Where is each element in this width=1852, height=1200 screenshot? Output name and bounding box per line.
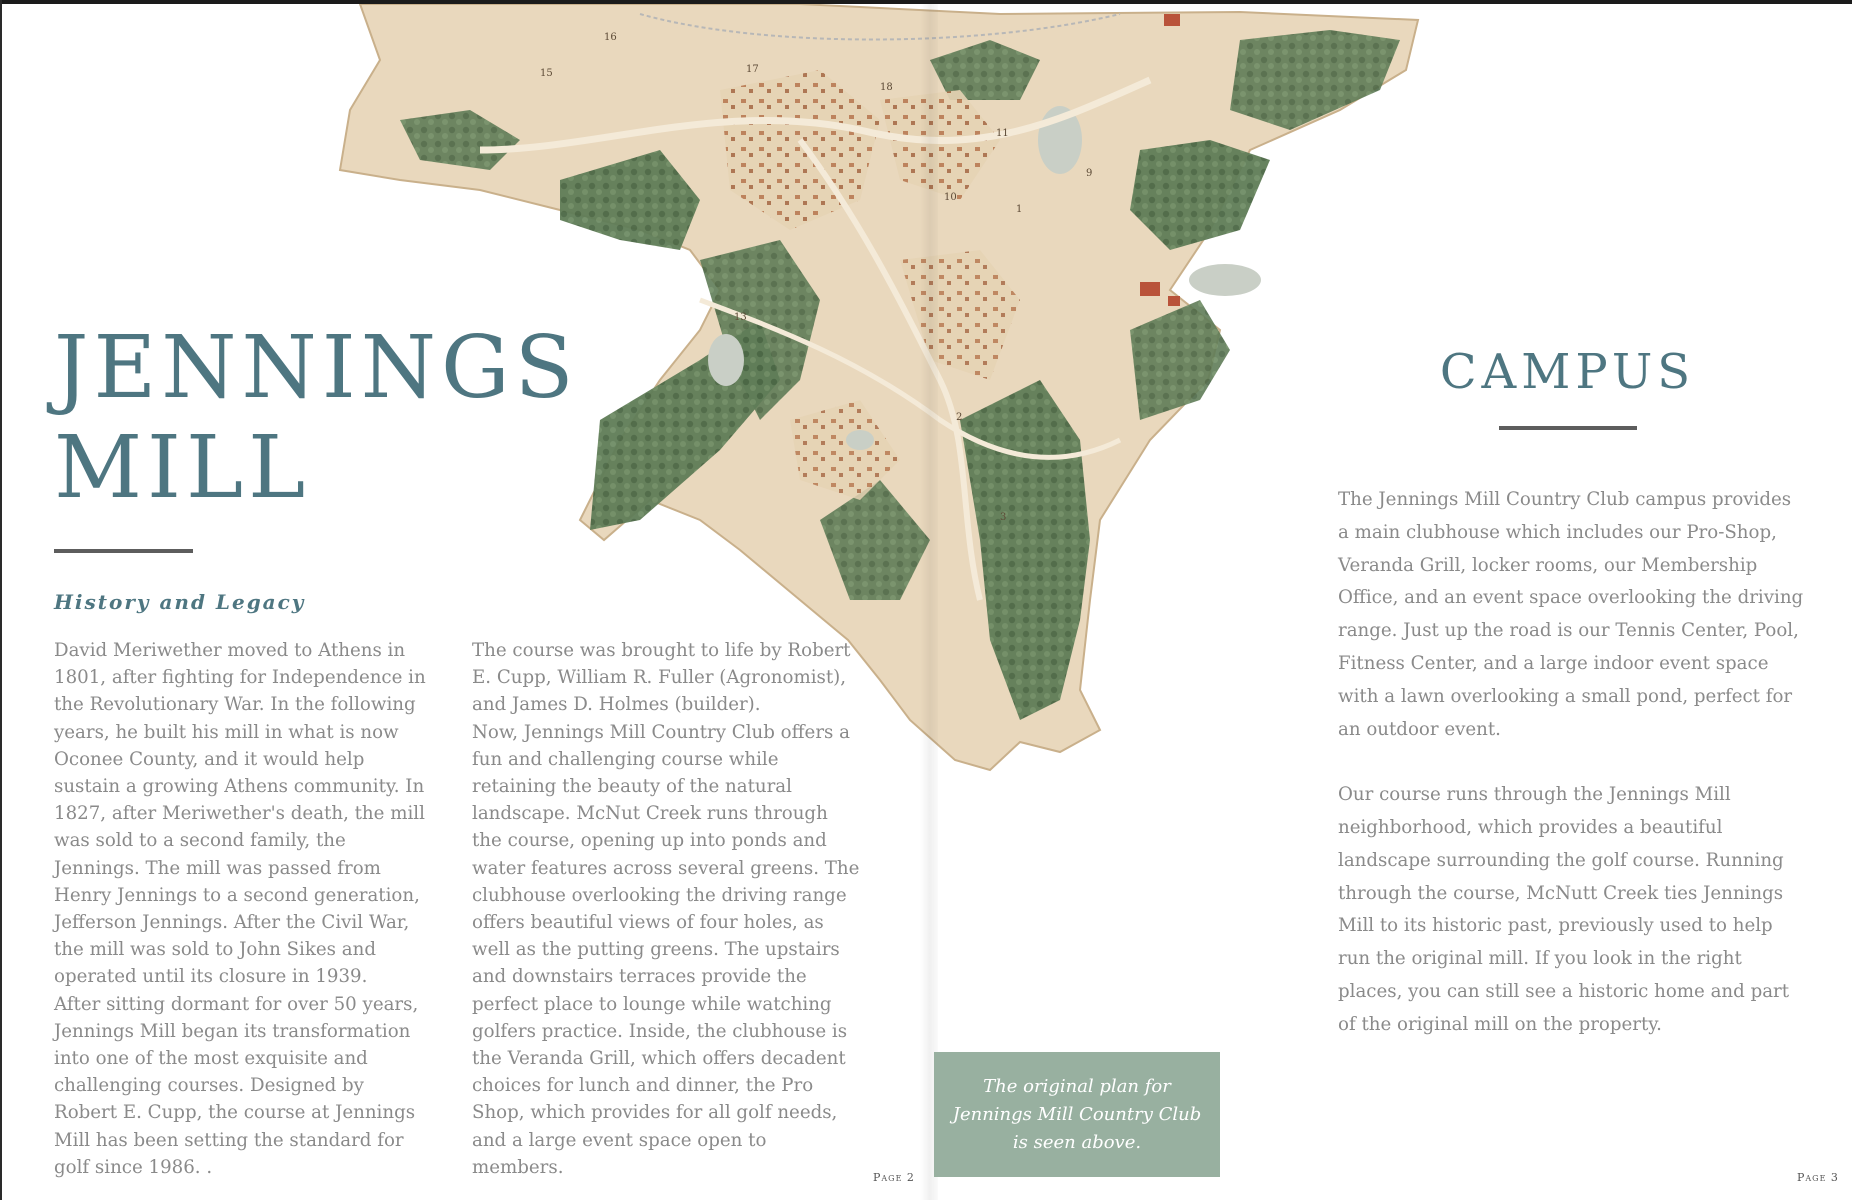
map-hole-label: 9 <box>1086 168 1093 179</box>
section-subtitle: History and Legacy <box>54 590 306 614</box>
map-pond <box>1189 264 1261 296</box>
title-line-1: JENNINGS <box>54 318 579 418</box>
left-border <box>0 0 2 1200</box>
history-paragraph: The course was brought to life by Robert E. Cupp, William R. Fuller (Agronomist), and James D. Holmes (builder). <box>472 640 851 716</box>
map-hole-label: 18 <box>880 82 893 93</box>
top-border <box>0 0 1852 4</box>
map-pond <box>708 334 744 386</box>
map-caption: The original plan for Jennings Mill Country Club is seen above. <box>934 1052 1220 1177</box>
map-building <box>1168 296 1180 306</box>
map-hole-label: 2 <box>956 412 963 423</box>
map-hole-label: 15 <box>540 68 553 79</box>
history-paragraph: David Meriwether moved to Athens in 1801, after fighting for Independence in the Revolutionary War. In the following years, he built his mill in what is now Oconee County, and it would help sustain a growing Athens community. In 1827, after Meriwether's death, the mill was sold to a second family, the Jennings. The mill was passed from Henry Jennings to a second generation, Jefferson Jennings. After the Civil War, the mill was sold to John Sikes and operated until its closure in 1939. <box>54 640 426 988</box>
history-column-2 <box>472 637 860 1181</box>
title-divider <box>54 549 193 553</box>
spine-shadow <box>920 0 938 1200</box>
map-pond <box>846 430 874 450</box>
map-hole-label: 3 <box>1000 512 1007 523</box>
campus-divider <box>1499 426 1637 430</box>
map-hole-label: 16 <box>604 32 617 43</box>
campus-paragraph: Our course runs through the Jennings Mill neighborhood, which provides a beautiful landscape surrounding the golf course. Running through the course, McNutt Creek ties Jennings Mill to its historic past, previously used to help run the original mill. If you look in the right places, you can still see a historic home and part of the original mill on the property. <box>1338 784 1790 1035</box>
map-hole-label: 11 <box>996 128 1009 139</box>
map-hole-label: 1 <box>1016 204 1023 215</box>
map-building <box>1140 282 1160 296</box>
page-title <box>54 318 579 518</box>
history-column-1 <box>54 637 428 1181</box>
page-number-right: Page 3 <box>1797 1171 1839 1184</box>
map-hole-label: 17 <box>746 64 759 75</box>
campus-body <box>1338 484 1804 1074</box>
history-paragraph: After sitting dormant for over 50 years, Jennings Mill began its transformation into one of the most exquisite and challenging courses. Designed by Robert E. Cupp, the course at Jennings Mill has been setting the standard for golf since 1986. . <box>54 993 419 1178</box>
campus-paragraph: The Jennings Mill Country Club campus provides a main clubhouse which includes our Pro-Shop, Veranda Grill, locker rooms, our Membership Office, and an event space overlooking the driving range. Just up the road is our Tennis Center, Pool, Fitness Center, and a large indoor event space with a lawn overlooking a small pond, perfect for an outdoor event. <box>1338 489 1804 740</box>
title-line-2: MILL <box>54 418 311 518</box>
campus-heading: CAMPUS <box>1439 344 1696 400</box>
map-hole-label: 10 <box>944 192 957 203</box>
map-hole-label: 13 <box>734 312 747 323</box>
history-paragraph: Now, Jennings Mill Country Club offers a fun and challenging course while retaining the beauty of the natural landscape. McNut Creek runs through the course, opening up into ponds and water features across several greens. The clubhouse overlooking the driving range offers beautiful views of four holes, as well as the putting greens. The upstairs and downstairs terraces provide the perfect place to lounge while watching golfers practice. Inside, the clubhouse is the Veranda Grill, which offers decadent choices for lunch and dinner, the Pro Shop, which provides for all golf needs, and a large event space open to members. <box>472 721 860 1178</box>
page-number-left: Page 2 <box>873 1171 915 1184</box>
map-building <box>1164 14 1180 26</box>
map-trees <box>1230 30 1400 130</box>
